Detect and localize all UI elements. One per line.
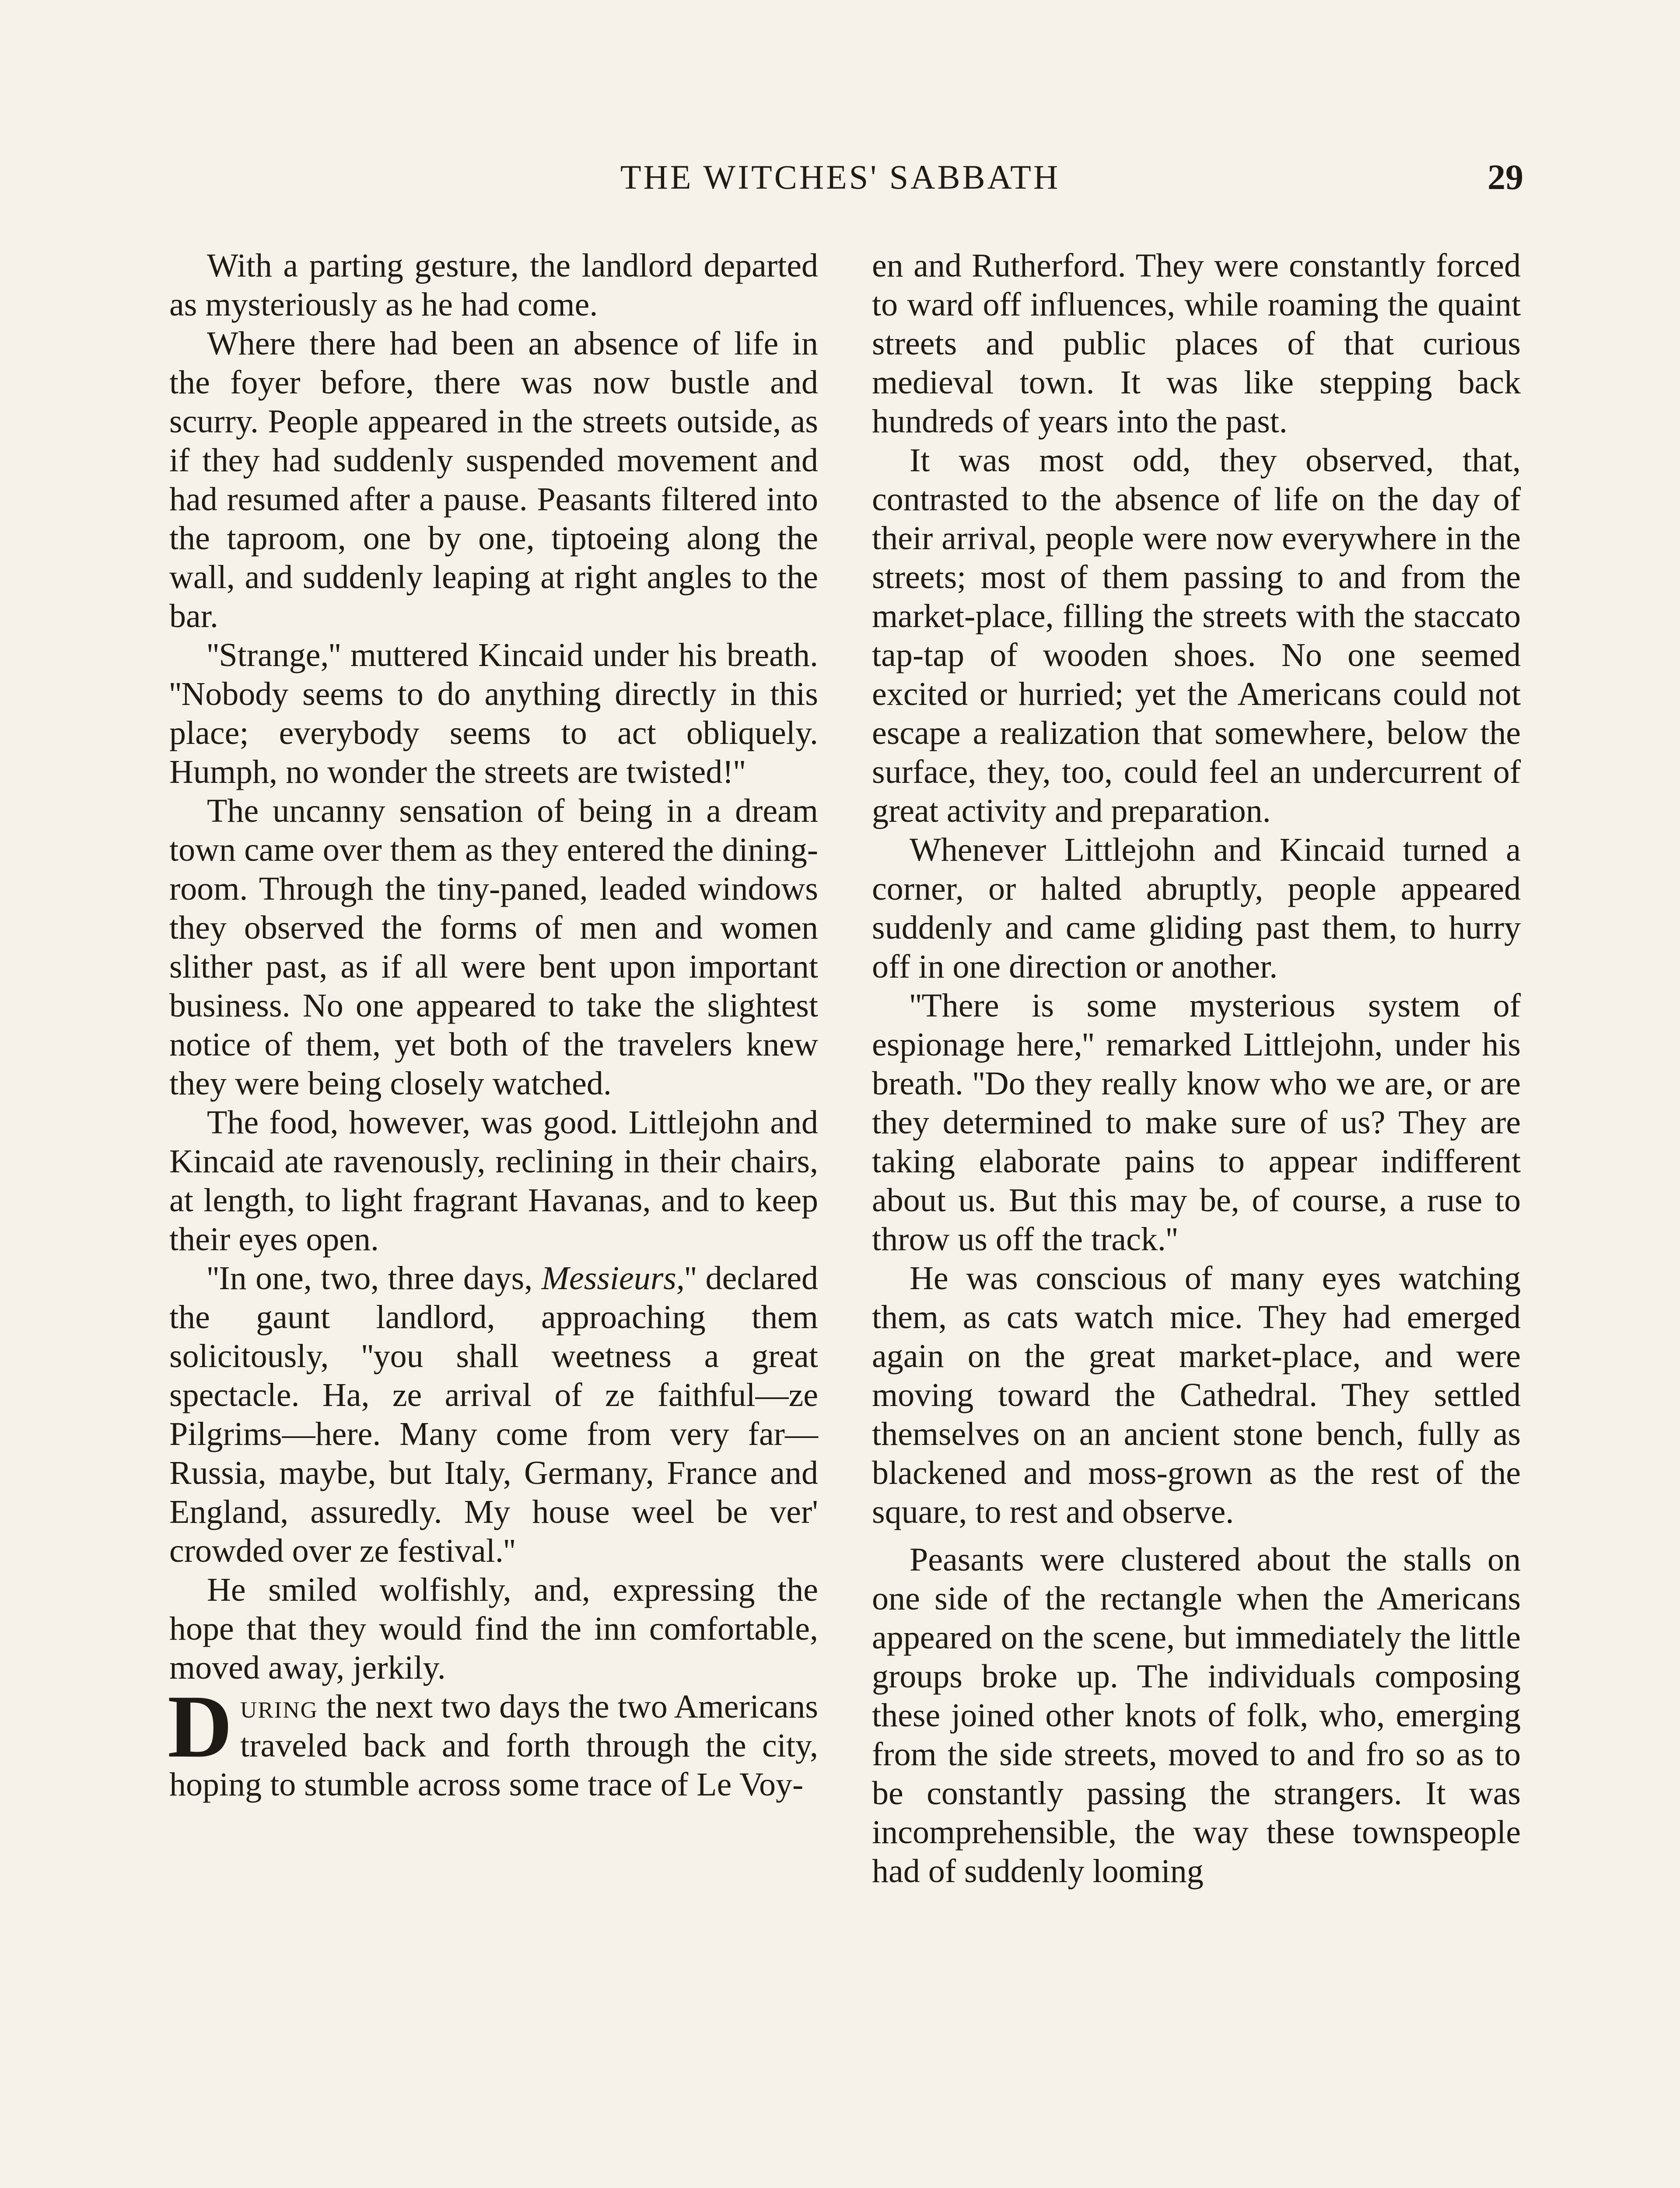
paragraph: Whenever Littlejohn and Kincaid turned a corner, or halted abruptly, people appeared suddenly and came gliding past them, to hurry off in one direction or another.	[872, 831, 1521, 985]
paragraph: It was most odd, they observed, that, contrasted to the absence of life on the day of their arrival, people were now everywhere in the streets; most of them passing to and from the market-place, filling the streets with the staccato tap-tap of wooden shoes. No one seemed excited or hurried; yet the Americans could not escape a realization that somewhere, below the surface, they, too, could feel an undercurrent of great activity and preparation.	[872, 442, 1521, 829]
running-title: THE WITCHES' SABBATH	[620, 158, 1060, 196]
paragraph: He smiled wolfishly, and, expressing the hope that they would find the inn comfortable, moved away, jerkily.	[169, 1571, 818, 1686]
smallcaps-word: uring	[240, 1688, 318, 1725]
paragraph: Where there had been an absence of life in the foyer before, there was now bustle and scurry. People appeared in the streets outside, as if they had suddenly suspended movement and had resumed after a pause. Peasants filtered into the taproom, one by one, tiptoeing along the wall, and suddenly leaping at right angles to the bar.	[169, 325, 818, 635]
italic-word: Messieurs,	[541, 1260, 685, 1297]
paragraph: ''There is some mysterious system of espionage here,'' remarked Littlejohn, under his breath. ''Do they really know who we are, or are they determined to make sure of us? They are taking elaborate pains to appear indifferent about us. But this may be, of course, a ruse to throw us off the track.''	[872, 987, 1521, 1258]
dialogue-text: '' declared the gaunt landlord, approaching them solicitously, ''you shall weetness a great spectacle. Ha, ze arrival of ze faithful—ze Pilgrims—here. Many come from very far—Russia, maybe, but Italy, Germany, France and England, assuredly. My house weel be ver' crowded over ze festival.''	[169, 1260, 819, 1569]
section-opening-paragraph	[168, 1677, 818, 1804]
left-text-column	[169, 246, 818, 1804]
page-number: 29	[1488, 157, 1523, 197]
paragraph: ''Strange,'' muttered Kincaid under his breath. ''Nobody seems to do anything directly in this place; everybody seems to act obliquely. Humph, no wonder the streets are twisted!''	[169, 637, 818, 790]
paragraph: The uncanny sensation of being in a dream town came over them as they entered the dining-room. Through the tiny-paned, leaded windows they observed the forms of men and women slither past, as if all were bent upon important business. No one appeared to take the slightest notice of them, yet both of the travelers knew they were being closely watched.	[169, 792, 818, 1102]
drop-cap: D	[168, 1677, 233, 1776]
dialogue-text: ''In one, two, three days,	[207, 1260, 542, 1297]
right-text-column	[872, 246, 1521, 1891]
continued-paragraph: en and Rutherford. They were constantly forced to ward off influences, while roaming the quaint streets and public places of that curious medieval town. It was like stepping back hundreds of years into the past.	[872, 247, 1521, 440]
paragraph: He was conscious of many eyes watching them, as cats watch mice. They had emerged again on the great market-place, and were moving toward the Cathedral. They settled themselves on an ancient stone bench, fully as blackened and moss-grown as the rest of the square, to rest and observe.	[872, 1260, 1521, 1530]
paragraph: With a parting gesture, the landlord departed as mysteriously as he had come.	[169, 247, 818, 323]
section-text: the next two days the two Americans traveled back and forth through the city, hoping to stumble across some trace of Le Voy-	[169, 1688, 818, 1803]
paragraph	[169, 1259, 818, 1571]
paragraph: Peasants were clustered about the stalls on one side of the rectangle when the Americans appeared on the scene, but immediately the little groups broke up. The individuals composing these joined other knots of folk, who, emerging from the side streets, moved to and fro so as to be constantly passing the strangers. It was incomprehensible, the way these townspeople had of suddenly looming	[872, 1541, 1521, 1890]
paragraph: The food, however, was good. Littlejohn and Kincaid ate ravenously, reclining in their chairs, at length, to light fragrant Havanas, and to keep their eyes open.	[169, 1104, 818, 1258]
